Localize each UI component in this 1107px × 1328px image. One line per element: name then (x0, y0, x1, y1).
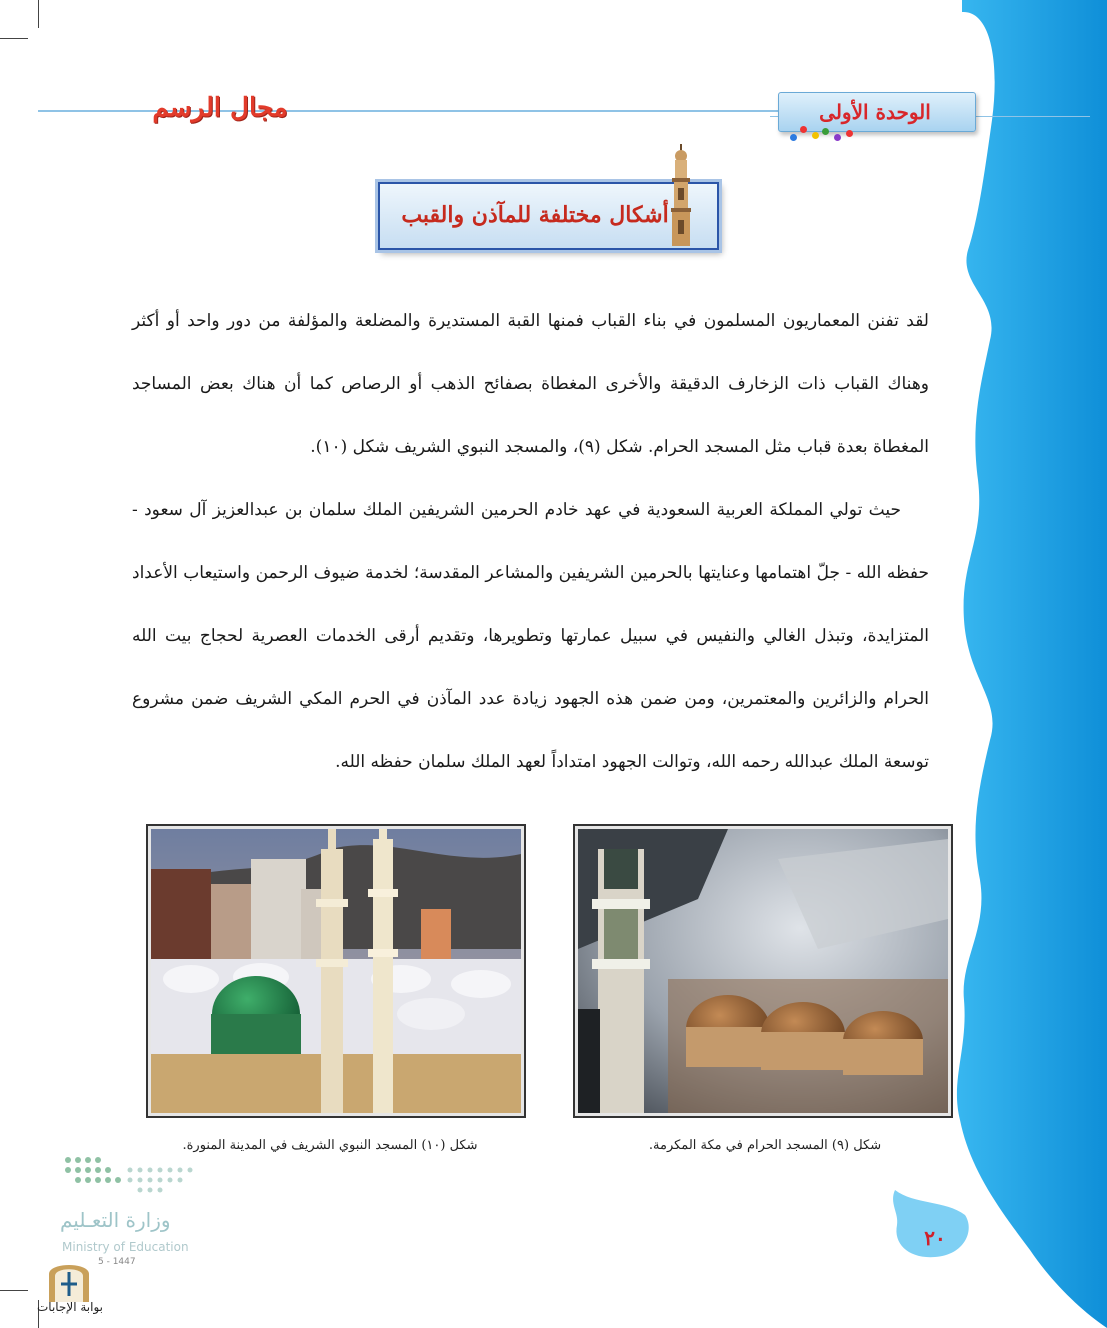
ministry-name-english: Ministry of Education (62, 1240, 189, 1254)
confetti-dot (822, 128, 829, 135)
nabawi-photo (151, 829, 521, 1113)
confetti-dot (846, 130, 853, 137)
paragraph: حيث تولي المملكة العربية السعودية في عهد خادم الحرمين الشريفين الملك سلمان بن عبدالعزيز آل سعود - حفظه الله - جلّ اهتمامها وعنايتها بالحرمين الشريفين والمشاعر المقدسة؛ لخدمة ضيوف الرحمن واستيعاب الأعداد المتزايدة، وتبذل الغالي والنفيس في سبيل عمارتها وتطويرها، وتقديم أرقى الخدمات العصرية لحجاج بيت الله الحرام والزائرين والمعتمرين، ومن ضمن هذه الجهود زيادة عدد المآذن في الحرم المكي الشريف ضمن مشروع توسعة الملك عبدالله رحمه الله، وتوالت الجهود امتداداً لعهد الملك سلمان حفظه الله. (132, 500, 929, 772)
figure-9-photo (573, 824, 953, 1118)
figure-9-caption: شكل (٩) المسجد الحرام في مكة المكرمة. (648, 1138, 882, 1153)
figure-10-photo (146, 824, 526, 1118)
ministry-year: 5 - 1447 (98, 1257, 136, 1267)
crop-mark (0, 38, 28, 39)
confetti-dot (812, 132, 819, 139)
ministry-logo-dots (60, 1152, 200, 1200)
decorative-blue-band (930, 0, 1107, 1328)
section-title: أشكال مختلفة للمآذن والقبب (401, 202, 669, 228)
haram-photo (578, 829, 948, 1113)
field-title: مجال الرسم (152, 93, 288, 123)
header-rule (38, 110, 778, 112)
confetti-dot (800, 126, 807, 133)
confetti-dot (834, 134, 841, 141)
page-number: ٢٠ (924, 1226, 946, 1250)
crop-mark (38, 0, 39, 28)
portal-label: بوابة الإجابات (36, 1300, 103, 1314)
paragraph: لقد تفنن المعماريون المسلمون في بناء القباب فمنها القبة المستديرة والمضلعة والمؤلفة من دور واحد أو أكثر وهناك القباب ذات الزخارف الدقيقة والأخرى المغطاة بصفائح الذهب أو الرصاص كما أن هناك بعض المساجد المغطاة بعدة قباب مثل المسجد الحرام. شكل (٩)، والمسجد النبوي الشريف شكل (١٠). (132, 311, 929, 457)
unit-title: الوحدة الأولى (819, 100, 931, 124)
portal-logo-icon (44, 1258, 94, 1302)
confetti-dot (790, 134, 797, 141)
minaret-icon (660, 136, 710, 246)
body-text (132, 290, 929, 794)
ministry-name-arabic: وزارة التعـليم (60, 1208, 171, 1232)
figure-10-caption: شكل (١٠) المسجد النبوي الشريف في المدينة المنورة. (182, 1138, 478, 1153)
crop-mark (0, 1290, 28, 1291)
